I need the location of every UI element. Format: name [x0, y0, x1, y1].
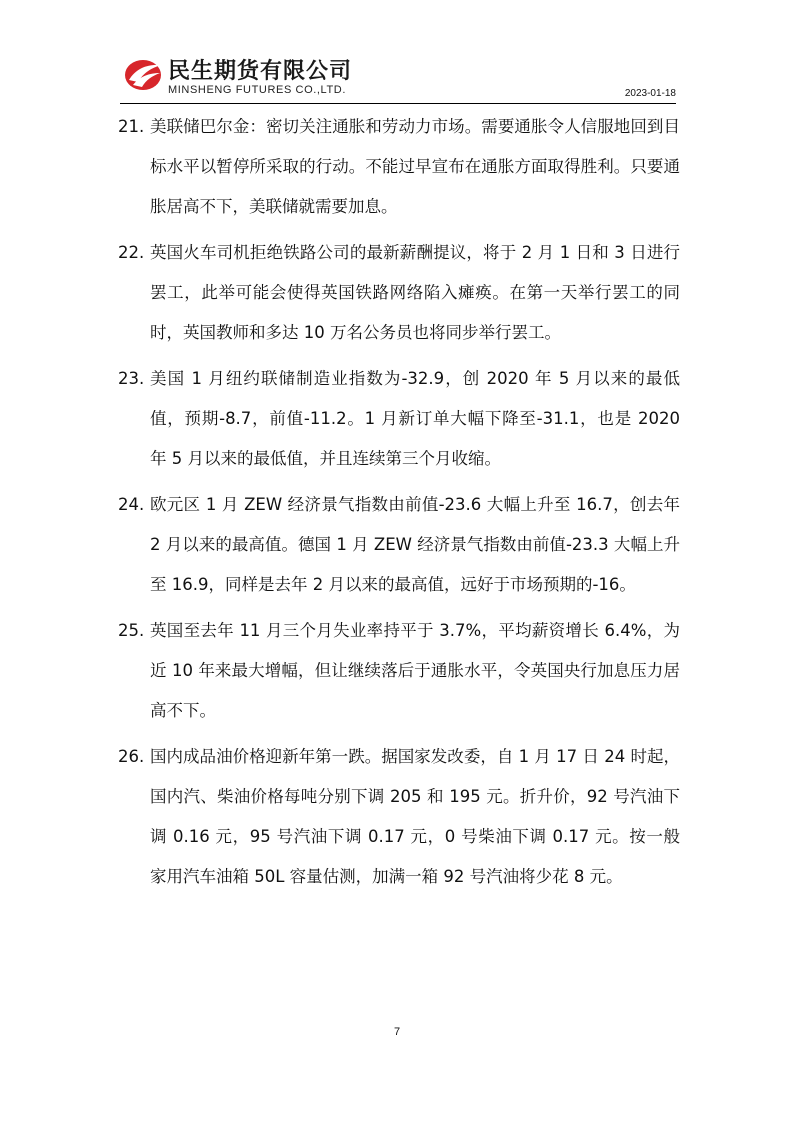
news-item [118, 233, 680, 353]
news-item-number: 24. [118, 495, 145, 514]
news-item-text: 欧元区 1 月 ZEW 经济景气指数由前值-23.6 大幅上升至 16.7，创去年 2 月以来的最高值。德国 1 月 ZEW 经济景气指数由前值-23.3 大幅上升至 16.9，同样是去年 2 月以来的最高值，远好于市场预期的-16。 [150, 495, 680, 594]
report-date: 2023-01-18 [624, 88, 676, 99]
news-item-text: 美国 1 月纽约联储制造业指数为-32.9，创 2020 年 5 月以来的最低值，预期-8.7，前值-11.2。1 月新订单大幅下降至-31.1，也是 2020 年 5 月以来的最低值，并且连续第三个月收缩。 [150, 369, 680, 468]
page-number: 7 [393, 1026, 401, 1038]
news-item [118, 737, 680, 897]
news-list [118, 107, 680, 897]
news-item [118, 107, 680, 227]
news-item-text: 英国火车司机拒绝铁路公司的最新薪酬提议，将于 2 月 1 日和 3 日进行罢工，此举可能会使得英国铁路网络陷入瘫痪。在第一天举行罢工的同时，英国教师和多达 10 万名公务员也将同步举行罢工。 [150, 243, 680, 342]
header-divider [120, 103, 676, 104]
news-item-number: 26. [118, 747, 145, 766]
news-item-number: 23. [118, 369, 145, 388]
news-item-number: 22. [118, 243, 145, 262]
news-item-text: 英国至去年 11 月三个月失业率持平于 3.7%，平均薪资增长 6.4%，为近 10 年来最大增幅，但让继续落后于通胀水平，令英国央行加息压力居高不下。 [150, 621, 680, 720]
news-item [118, 485, 680, 605]
company-logo-icon [124, 56, 164, 92]
news-item-text: 国内成品油价格迎新年第一跌。据国家发改委，自 1 月 17 日 24 时起，国内汽、柴油价格每吨分别下调 205 和 195 元。折升价，92 号汽油下调 0.16 元，95 号汽油下调 0.17 元，0 号柴油下调 0.17 元。按一般家用汽车油箱 50L 容量估测，加满一箱 92 号汽油将少花 8 元。 [150, 747, 680, 886]
news-item-text: 美联储巴尔金：密切关注通胀和劳动力市场。需要通胀令人信服地回到目标水平以暂停所采取的行动。不能过早宣布在通胀方面取得胜利。只要通胀居高不下，美联储就需要加息。 [150, 117, 680, 216]
company-name-en: MINSHENG FUTURES CO.,LTD. [168, 84, 346, 96]
news-item-number: 21. [118, 117, 145, 136]
news-item [118, 359, 680, 479]
news-item-number: 25. [118, 621, 145, 640]
page-header [120, 52, 676, 104]
company-name-cn: 民生期货有限公司 [168, 59, 353, 84]
news-item [118, 611, 680, 731]
